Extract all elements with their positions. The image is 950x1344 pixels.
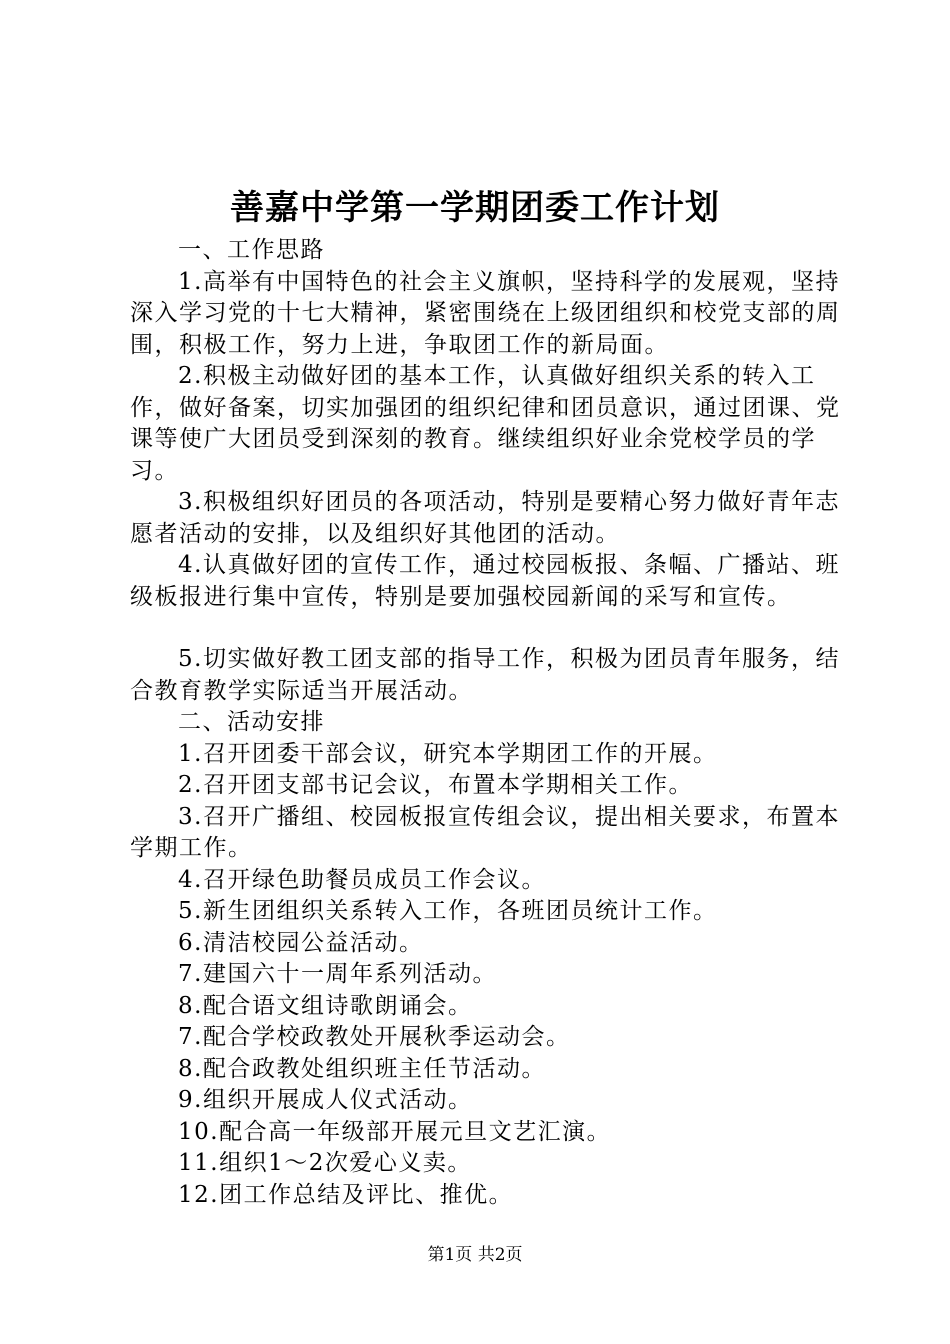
section-heading-ideas: 一、工作思路 [178,237,325,263]
paragraph-idea-5: 5.切实做好教工团支部的指导工作，积极为团员青年服务，结合教育教学实际适当开展活动。 [130,646,840,704]
activity-item: 6.清洁校园公益活动。 [178,929,424,956]
activity-item: 4.召开绿色助餐员成员工作会议。 [178,866,546,893]
activity-item: 2.召开团支部书记会议，布置本学期相关工作。 [178,772,693,798]
activity-item: 12.团工作总结及评比、推优。 [178,1181,514,1208]
paragraph-idea-2: 2.积极主动做好团的基本工作，认真做好组织关系的转入工作，做好备案，切实加强团的组织纪律和团员意识，通过团课、党课等使广大团员受到深刻的教育。继续组织好业余党校学员的学习。 [130,363,841,484]
paragraph-idea-1: 1.高举有中国特色的社会主义旗帜，坚持科学的发展观，坚持深入学习党的十七大精神，紧密围绕在上级团组织和校党支部的周围，积极工作，努力上进，争取团工作的新局面。 [130,268,841,358]
document-body [130,235,850,1211]
activity-item: 1.召开团委干部会议，研究本学期团工作的开展。 [178,740,718,767]
activity-item: 8.配合语文组诗歌朗诵会。 [178,992,473,1019]
page-footer: 第1页 共2页 [427,1245,523,1265]
activity-item: 8.配合政教处组织班主任节活动。 [178,1055,546,1082]
section-heading-activities: 二、活动安排 [178,709,325,735]
activity-item: 7.配合学校政教处开展秋季运动会。 [178,1024,571,1050]
activity-item: 3.召开广播组、校园板报宣传组会议，提出相关要求，布置本学期工作。 [130,803,840,861]
paragraph-idea-3: 3.积极组织好团员的各项活动，特别是要精心努力做好青年志愿者活动的安排，以及组织好其他团的活动。 [130,489,840,547]
activity-item: 10.配合高一年级部开展元旦文艺汇演。 [178,1118,612,1145]
activity-item: 7.建国六十一周年系列活动。 [178,961,497,987]
activity-item: 9.组织开展成人仪式活动。 [178,1087,473,1113]
activity-item: 5.新生团组织关系转入工作，各班团员统计工作。 [178,898,718,924]
paragraph-idea-4: 4.认真做好团的宣传工作，通过校园板报、条幅、广播站、班级板报进行集中宣传，特别是要加强校园新闻的采写和宣传。 [130,552,840,610]
activity-item: 11.组织1～2次爱心义卖。 [178,1150,472,1176]
document-title: 善嘉中学第一学期团委工作计划 [230,188,720,228]
